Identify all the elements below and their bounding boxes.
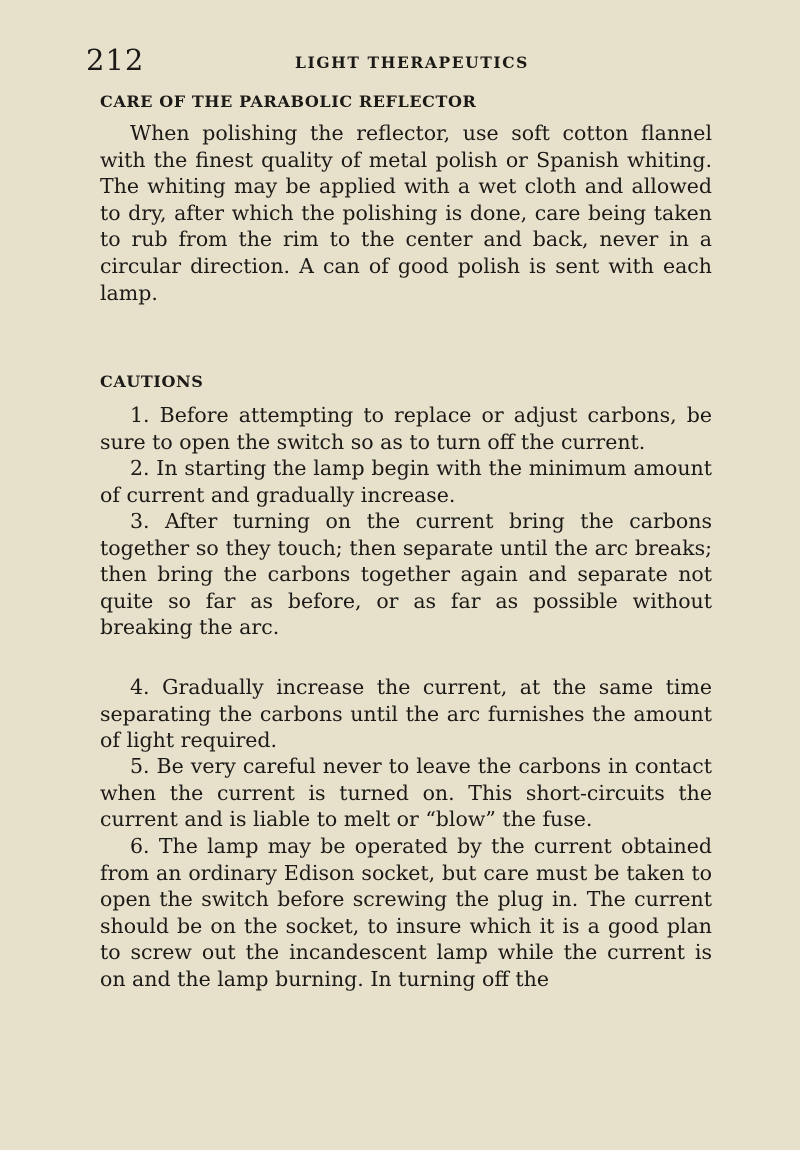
caution-item-3: 3. After turning on the current bring the carbons together so they touch; then separate until the arc breaks; then bring the carbons together again and separate not quite so far as before, or as far as possible without breaking the arc. [100, 509, 712, 640]
caution-item-1: 1. Before attempting to replace or adjust carbons, be sure to open the switch so as to turn off the current. [100, 403, 712, 454]
paragraph-care: When polishing the reflector, use soft cotton flannel with the finest quality of metal polish or Spanish whiting. The whiting may be applied with a wet cloth and allowed to dry, after which the polishing is done, care being taken to rub from the rim to the center and back, never in a circular direction. A can of good polish is sent with each lamp. [100, 121, 712, 305]
caution-item-6: 6. The lamp may be operated by the current obtained from an ordinary Edison socket, but care must be taken to open the switch before screwing the plug in. The current should be on the socket, to insure which it is a good plan to screw out the incandescent lamp while the current is on and the lamp burning. In turning off the [100, 834, 712, 991]
caution-item-2: 2. In starting the lamp begin with the minimum amount of current and gradually increase. [100, 456, 712, 507]
running-head: LIGHT THERAPEUTICS [295, 53, 529, 72]
section-heading-cautions: CAUTIONS [100, 372, 204, 391]
page-number: 212 [86, 43, 145, 77]
section-heading-care: CARE OF THE PARABOLIC REFLECTOR [100, 92, 477, 111]
caution-item-5: 5. Be very careful never to leave the carbons in contact when the current is turned on. This short-circuits the current and is liable to melt or “blow” the fuse. [100, 754, 712, 832]
caution-item-4: 4. Gradually increase the current, at the same time separating the carbons until the arc furnishes the amount of light required. [100, 675, 712, 753]
